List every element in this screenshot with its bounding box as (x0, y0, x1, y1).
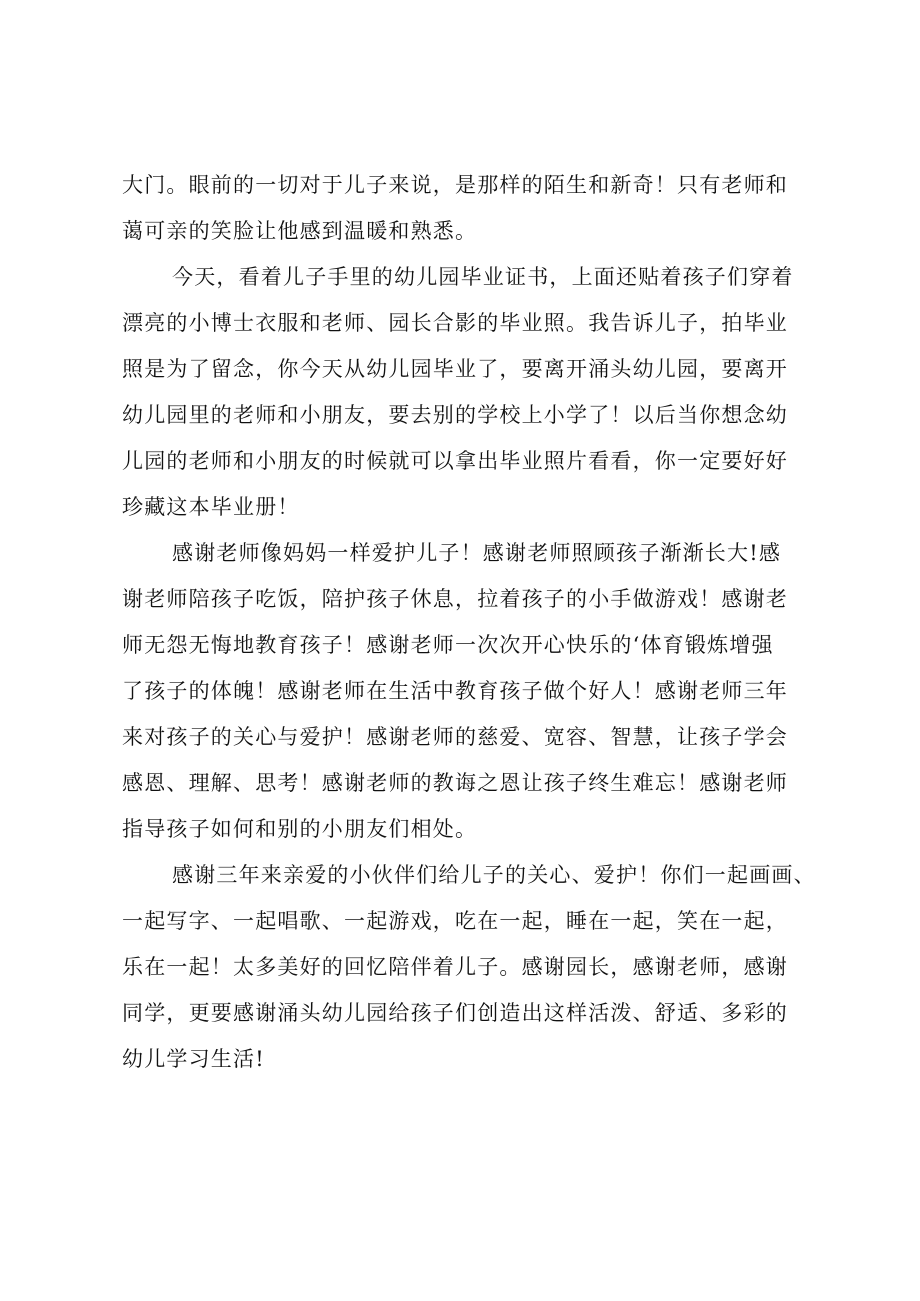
document-body (122, 162, 822, 1082)
paragraph-3 (122, 530, 822, 852)
paragraph-2-line-3: 照是为了留念，你今天从幼儿园毕业了，要离开涌头幼儿园，要离开 (122, 357, 788, 381)
paragraph-4 (122, 852, 822, 1082)
paragraph-1 (122, 162, 822, 254)
paragraph-3-line-2: 谢老师陪孩子吃饭，陪护孩子休息，拉着孩子的小手做游戏！感谢老 (122, 587, 788, 611)
paragraph-3-line-6: 感恩、理解、思考！感谢老师的教诲之恩让孩子终生难忘！感谢老师 (122, 771, 788, 795)
paragraph-2-line-5: 儿园的老师和小朋友的时候就可以拿出毕业照片看看，你一定要好好 (122, 449, 788, 473)
paragraph-3-line-5: 来对孩子的关心与爱护！感谢老师的慈爱、宽容、智慧，让孩子学会 (122, 725, 788, 749)
paragraph-2-line-2: 漂亮的小博士衣服和老师、园长合影的毕业照。我告诉儿子，拍毕业 (122, 311, 788, 335)
paragraph-4-line-2: 一起写字、一起唱歌、一起游戏，吃在一起，睡在一起，笑在一起， (122, 909, 788, 933)
paragraph-1-line-1: 大门。眼前的一切对于儿子来说，是那样的陌生和新奇！只有老师和 (122, 173, 788, 197)
paragraph-3-line-3: 师无怨无悔地教育孩子！感谢老师一次次开心快乐的‘体育锻炼增强 (122, 633, 774, 657)
paragraph-3-line-7: 指导孩子如何和别的小朋友们相处。 (122, 817, 478, 841)
paragraph-2-line-1: 今天，看着儿子手里的幼儿园毕业证书，上面还贴着孩子们穿着 (172, 265, 794, 289)
paragraph-3-line-4: 了孩子的体魄！感谢老师在生活中教育孩子做个好人！感谢老师三年 (122, 679, 788, 703)
paragraph-2 (122, 254, 822, 530)
paragraph-4-line-1: 感谢三年来亲爱的小伙伴们给儿子的关心、爱护！你们一起画画、 (172, 863, 816, 887)
paragraph-4-line-5: 幼儿学习生活! (122, 1047, 265, 1071)
paragraph-2-line-6: 珍藏这本毕业册！ (122, 495, 300, 519)
paragraph-2-line-4: 幼儿园里的老师和小朋友，要去别的学校上小学了！以后当你想念幼 (122, 403, 788, 427)
paragraph-1-line-2: 蔼可亲的笑脸让他感到温暖和熟悉。 (122, 219, 478, 243)
paragraph-4-line-4: 同学，更要感谢涌头幼儿园给孩子们创造出这样活泼、舒适、多彩的 (122, 1001, 788, 1025)
paragraph-3-line-1: 感谢老师像妈妈一样爱护儿子！感谢老师照顾孩子渐渐长大!感 (172, 541, 782, 565)
paragraph-4-line-3: 乐在一起！太多美好的回忆陪伴着儿子。感谢园长，感谢老师，感谢 (122, 955, 788, 979)
